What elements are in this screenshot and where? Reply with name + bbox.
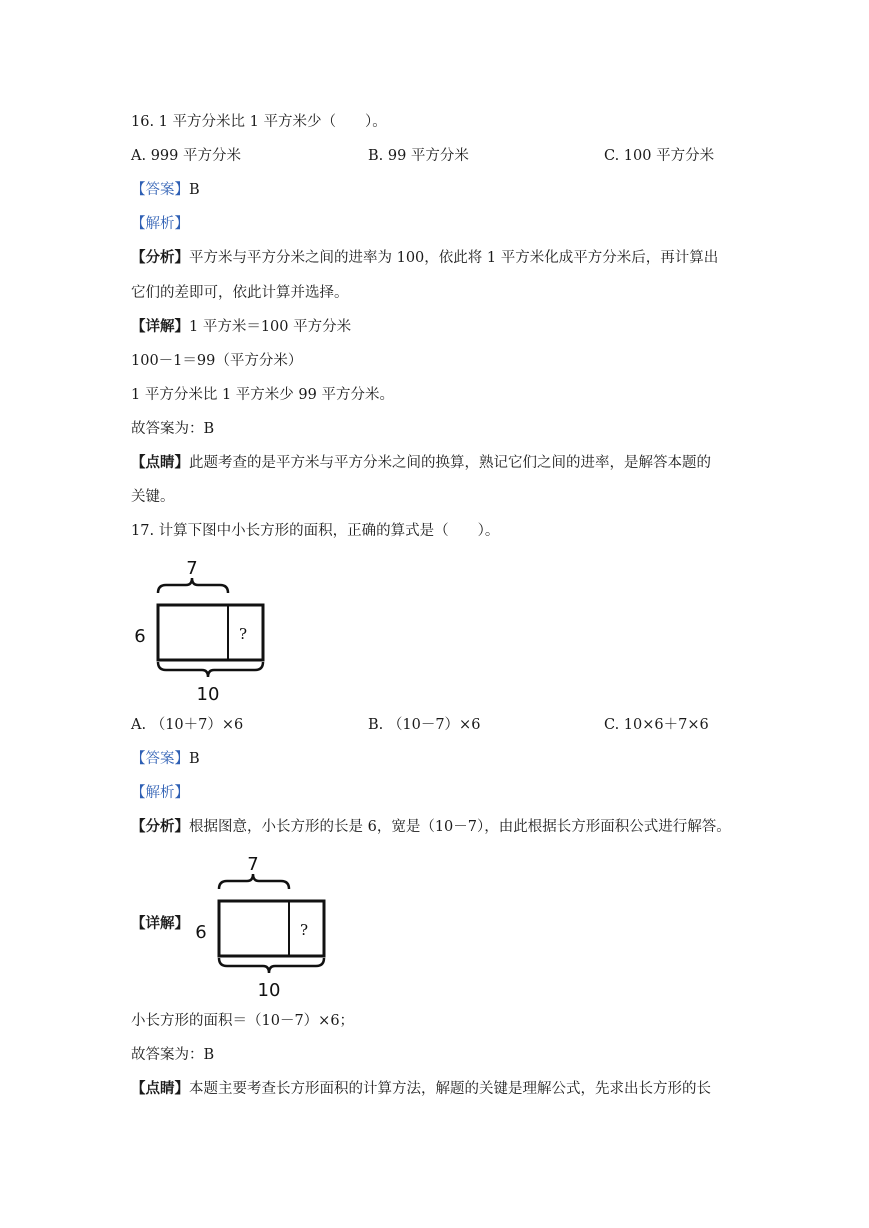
question-mark: ? xyxy=(238,625,248,643)
answer-value: B xyxy=(189,182,200,198)
outer-rectangle xyxy=(219,901,324,956)
q17-xiangjie-tag xyxy=(131,914,189,934)
xiangjie-text: 1 平方米＝100 平方分米 xyxy=(189,319,352,335)
q17-fenxi xyxy=(131,817,731,837)
figure-side-label: 6 xyxy=(134,626,146,647)
q16-final: 故答案为：B xyxy=(131,421,215,437)
q17-option-c: C. 10×6＋7×6 xyxy=(604,717,709,733)
q16-dianjing-line1 xyxy=(131,453,711,473)
answer-tag: 【答案】 xyxy=(131,182,189,198)
answer-tag: 【答案】 xyxy=(131,751,189,767)
figure-top-label: 7 xyxy=(247,854,259,875)
figure-side-label: 6 xyxy=(195,922,207,943)
dianjing-text: 此题考查的是平方米与平方分米之间的换算，熟记它们之间的进率，是解答本题的 xyxy=(189,455,711,471)
q17-final: 故答案为：B xyxy=(131,1047,215,1063)
q17-dianjing xyxy=(131,1079,711,1099)
fenxi-text: 根据图意，小长方形的长是 6，宽是（10－7），由此根据长方形面积公式进行解答。 xyxy=(189,819,731,835)
fenxi-tag: 【分析】 xyxy=(131,249,189,266)
q17-option-a: A. （10＋7）×6 xyxy=(131,717,244,733)
q17-area: 小长方形的面积＝（10－7）×6； xyxy=(131,1013,355,1029)
q17-stem: 17. 计算下图中小长方形的面积，正确的算式是（ ）。 xyxy=(131,523,500,539)
fenxi-tag: 【分析】 xyxy=(131,818,189,835)
dianjing-tag: 【点睛】 xyxy=(131,1080,189,1097)
xiangjie-tag: 【详解】 xyxy=(131,915,189,932)
figure-top-label: 7 xyxy=(186,558,198,579)
top-brace xyxy=(158,578,228,593)
q16-fenxi-line2: 它们的差即可，依此计算并选择。 xyxy=(131,285,349,301)
q16-xiangjie xyxy=(131,317,351,337)
fenxi-text: 平方米与平方分米之间的进率为 100，依此将 1 平方米化成平方分米后，再计算出 xyxy=(189,250,719,266)
q16-analysis-tag: 【解析】 xyxy=(131,216,189,232)
q16-dianjing-line2: 关键。 xyxy=(131,489,175,505)
q16-stem: 16. 1 平方分米比 1 平方米少（ ）。 xyxy=(131,114,387,130)
xiangjie-tag: 【详解】 xyxy=(131,318,189,335)
q17-detail-figure xyxy=(191,848,331,1003)
q17-answer xyxy=(131,749,200,769)
q17-option-b: B. （10－7）×6 xyxy=(368,717,481,733)
top-brace xyxy=(219,874,289,889)
bottom-brace xyxy=(219,958,324,973)
q16-fenxi-line1 xyxy=(131,248,718,268)
q17-analysis-tag: 【解析】 xyxy=(131,785,189,801)
figure-bottom-label: 10 xyxy=(196,684,220,705)
answer-value: B xyxy=(189,751,200,767)
dianjing-text: 本题主要考查长方形面积的计算方法，解题的关键是理解公式，先求出长方形的长 xyxy=(189,1081,711,1097)
q16-option-a: A. 999 平方分米 xyxy=(131,148,241,164)
dianjing-tag: 【点睛】 xyxy=(131,454,189,471)
bottom-brace xyxy=(158,662,263,677)
q17-rectangle-figure xyxy=(130,552,270,707)
figure-bottom-label: 10 xyxy=(257,980,281,1001)
q16-option-b: B. 99 平方分米 xyxy=(368,148,469,164)
outer-rectangle xyxy=(158,605,263,660)
question-mark: ? xyxy=(299,921,309,939)
q16-answer xyxy=(131,180,200,200)
q16-option-c: C. 100 平方分米 xyxy=(604,148,715,164)
q16-conclusion: 1 平方分米比 1 平方米少 99 平方分米。 xyxy=(131,387,394,403)
q16-calc: 100－1＝99（平方分米） xyxy=(131,353,303,369)
